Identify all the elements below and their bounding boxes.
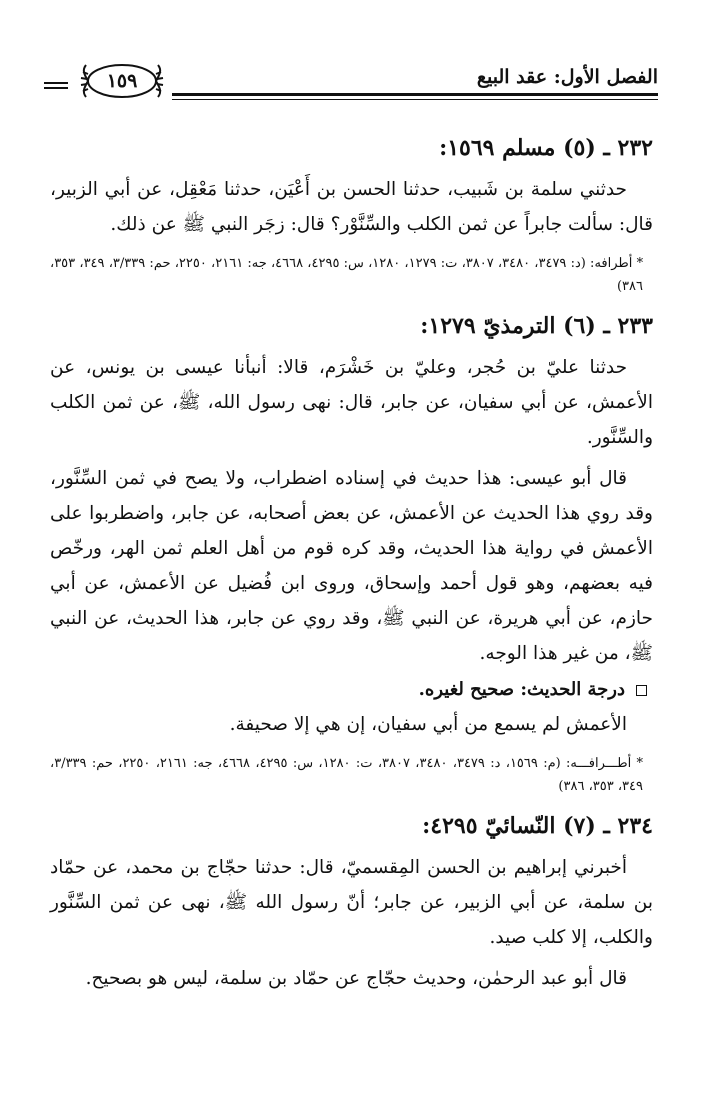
- page-header: [44, 60, 658, 104]
- grade-text: درجة الحديث: صحيح لغيره.: [418, 679, 625, 700]
- hadith-text: أخبرني إبراهيم بن الحسن المِقسميّ، قال: حدثنا حجّاج بن محمد، عن حمّاد بن سلمة، عن أبي الزبير، عن جابر؛ أنّ رسول الله ﷺ، نهى عن ثمن السِّنَّور والكلب، إلا كلب صيد.: [50, 857, 653, 948]
- hadith-234: [50, 806, 653, 996]
- page-number: ١٥٩: [106, 70, 138, 92]
- header-dash: [44, 87, 68, 89]
- hadith-232: [50, 128, 653, 298]
- grade-note: الأعمش لم يسمع من أبي سفيان، إن هي إلا صحيفة.: [229, 714, 627, 735]
- page-content: [50, 128, 653, 996]
- hadith-heading: ٢٣٢ ـ (٥) مسلم ١٥٦٩:: [439, 135, 653, 161]
- hadith-grade: [50, 673, 653, 707]
- atraf-footnote: * أطرافه: (د: ٣٤٧٩، ٣٤٨٠، ٣٨٠٧، ت: ١٢٧٩، ١٢٨٠، س: ٤٢٩٥، ٤٦٦٨، جه: ٢١٦١، ٢٢٥٠، حم: ٣/٣٣٩، ٣٤٩، ٣٥٣، ٣٨٦): [50, 256, 644, 294]
- hadith-commentary: قال أبو عبد الرحمٰن، وحديث حجّاج عن حمّاد بن سلمة، ليس هو بصحيح.: [85, 968, 627, 989]
- chapter-title: الفصل الأول: عقد البيع: [476, 66, 658, 88]
- hadith-commentary: قال أبو عيسى: هذا حديث في إسناده اضطراب، ولا يصح في ثمن السِّنَّور، وقد روي هذا الحديث عن الأعمش، عن بعض أصحابه، عن جابر، واضطربوا على الأعمش في رواية هذا الحديث، وقد كره قوم من أهل العلم ثمن الهر، ورخّص فيه بعضهم، وهو قول أحمد وإسحاق، وروى ابن فُضيل عن الأعمش، عن أبي حازم، عن أبي هريرة، عن النبي ﷺ، وقد روي عن جابر، هذا الحديث، عن النبي ﷺ، من غير هذا الوجه.: [50, 468, 653, 664]
- header-dash: [44, 82, 68, 84]
- header-rule-thin: [172, 99, 658, 100]
- header-rule-thick: [172, 93, 658, 96]
- atraf-footnote: * أطـــرافـــه: (م: ١٥٦٩، د: ٣٤٧٩، ٣٤٨٠، ٣٨٠٧، ت: ١٢٨٠، س: ٤٢٩٥، ٤٦٦٨، جه: ٢١٦١، ٢٢٥٠، حم: ٣/٣٣٩، ٣٤٩، ٣٥٣، ٣٨٦): [50, 756, 644, 794]
- page-number-ornament: [74, 60, 170, 102]
- hadith-text: حدثنا عليّ بن حُجر، وعليّ بن خَشْرَم، قالا: أنبأنا عيسى بن يونس، عن الأعمش، عن أبي سفيان، عن جابر، قال: نهى رسول الله، ﷺ، عن ثمن الكلب والسِّنَّور.: [50, 357, 653, 448]
- hadith-text: حدثني سلمة بن شَبيب، حدثنا الحسن بن أَعْيَن، حدثنا مَعْقِل، عن أبي الزبير، قال: سألت جابراً عن ثمن الكلب والسِّنَّوْر؟ قال: زجَر النبي ﷺ عن ذلك.: [50, 179, 653, 235]
- hadith-heading: ٢٣٣ ـ (٦) الترمذيّ ١٢٧٩:: [420, 313, 653, 339]
- hadith-heading: ٢٣٤ ـ (٧) النّسائيّ ٤٢٩٥:: [422, 813, 653, 839]
- square-bullet-icon: [636, 685, 647, 696]
- hadith-233: [50, 306, 653, 798]
